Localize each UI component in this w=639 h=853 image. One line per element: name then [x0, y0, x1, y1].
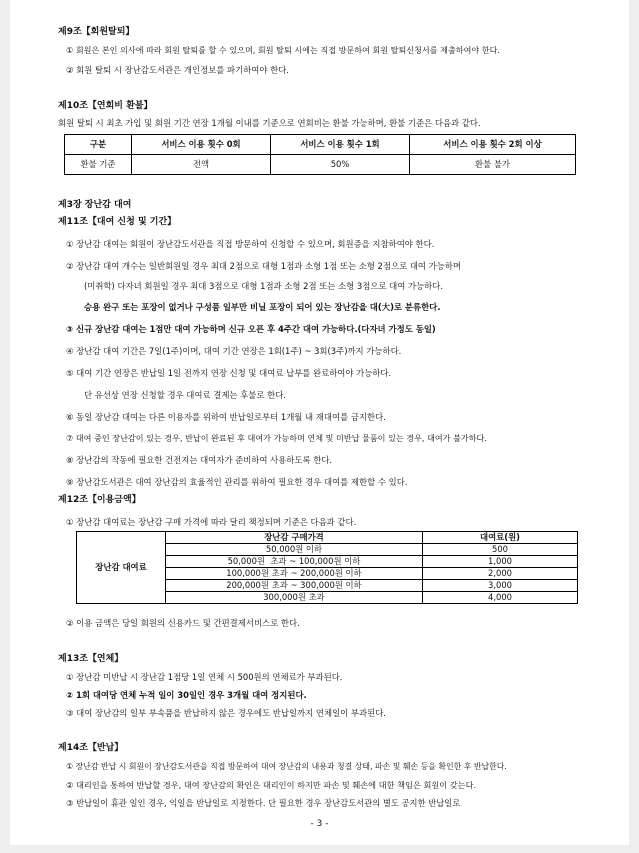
fee-value-1: 1,000	[423, 556, 578, 568]
art9-heading: 제9조【회원탈퇴】	[58, 27, 135, 37]
art13-heading: 제13조【연체】	[58, 654, 124, 664]
art11-line-5: ⑤ 대여 기간 연장은 반납일 1일 전까지 연장 신청 및 대여료 납부를 완료하여야 가능하다.	[66, 368, 392, 378]
art11-heading: 제11조【대여 신청 및 기간】	[58, 217, 177, 227]
art11-line-4: ④ 장난감 대여 기간은 7일(1주)이며, 대여 기간 연장은 1회(1주) ~ 3회(3주)까지 가능하다.	[66, 346, 402, 356]
refund-header-category: 구분	[65, 135, 132, 155]
art11-line-6: ⑥ 동일 장난감 대여는 다른 이용자를 위하여 반납일로부터 1개월 내 재대여를 금지한다.	[66, 412, 386, 422]
art10-heading: 제10조【연회비 환불】	[58, 101, 153, 111]
art11-line-9: ⑨ 장난감도서관은 대여 장난감의 효율적인 관리를 위하여 필요한 경우 대여를 제한할 수 있다.	[66, 477, 408, 487]
art14-line-2: ② 대리인을 통하여 반납할 경우, 대여 장난감의 확인은 대리인이 하지만 파손 및 훼손에 대한 책임은 회원이 갖는다.	[66, 780, 477, 790]
fee-value-2: 2,000	[423, 568, 578, 580]
fee-price-1: 50,000원 초과 ~ 100,000원 이하	[166, 556, 423, 568]
fee-price-2: 100,000원 초과 ~ 200,000원 이하	[166, 568, 423, 580]
art11-line-1: ① 장난감 대여는 회원이 장난감도서관을 직접 방문하여 신청할 수 있으며, 회원증을 지참하여야 한다.	[66, 239, 435, 249]
fee-row-header: 장난감 대여료	[77, 532, 166, 604]
fee-value-4: 4,000	[423, 592, 578, 604]
refund-value-1: 50%	[271, 155, 410, 175]
fee-value-0: 500	[423, 544, 578, 556]
fee-table	[76, 531, 578, 604]
art13-line-1: ① 장난감 미반납 시 장난감 1점당 1일 연체 시 500원의 연체료가 부과된다.	[66, 672, 343, 682]
art11-line-2b: (미취학) 다자녀 회원일 경우 최대 3점으로 대형 1점과 소형 2점 또는 소형 3점으로 대여 가능하다.	[84, 281, 444, 291]
fee-header-fee: 대여료(원)	[423, 532, 578, 544]
art13-line-3: ③ 대여 장난감의 일부 부속품을 반납하지 않은 경우에도 반납일까지 연체일이 부과된다.	[66, 708, 386, 718]
art14-line-3: ③ 반납일이 휴관 일인 경우, 익일을 반납일로 지정한다. 단 필요한 경우 장난감도서관의 별도 공지한 반납일로	[66, 798, 461, 808]
refund-header-2: 서비스 이용 횟수 2회 이상	[410, 135, 576, 155]
art9-line-1: ① 회원은 본인 의사에 따라 회원 탈퇴를 할 수 있으며, 회원 탈퇴 시에는 직접 방문하여 회원 탈퇴신청서를 제출하여야 한다.	[66, 45, 501, 55]
art12-line-2: ② 이용 금액은 당일 회원의 신용카드 및 간편결제서비스로 한다.	[66, 618, 300, 628]
chapter3-title: 제3장 장난감 대여	[58, 200, 132, 210]
refund-table	[64, 134, 576, 175]
fee-value-3: 3,000	[423, 580, 578, 592]
refund-header-1: 서비스 이용 횟수 1회	[271, 135, 410, 155]
art9-line-2: ② 회원 탈퇴 시 장난감도서관은 개인정보를 파기하여야 한다.	[66, 65, 289, 75]
fee-header-price: 장난감 구매가격	[166, 532, 423, 544]
art10-intro: 회원 탈퇴 시 최초 가입 및 회원 기간 연장 1개월 이내를 기준으로 연회비는 환불 가능하며, 환불 기준은 다음과 같다.	[58, 118, 481, 128]
art12-line-1: ① 장난감 대여료는 장난감 구매 가격에 따라 달리 책정되며 기준은 다음과 같다.	[66, 517, 357, 527]
fee-price-4: 300,000원 초과	[166, 592, 423, 604]
art11-line-2: ② 장난감 대여 개수는 일반회원일 경우 최대 2점으로 대형 1점과 소형 1점 또는 소형 2점으로 대여 가능하며	[66, 261, 462, 271]
refund-value-0: 전액	[132, 155, 271, 175]
art12-heading: 제12조【이용금액】	[58, 495, 141, 505]
art13-line-2: ② 1회 대여당 연체 누적 일이 30일인 경우 3개월 대여 정지된다.	[66, 690, 307, 700]
page-number: - 3 -	[310, 819, 329, 829]
fee-price-3: 200,000원 초과 ~ 300,000원 이하	[166, 580, 423, 592]
art11-line-3: ③ 신규 장난감 대여는 1점만 대여 가능하며 신규 오픈 후 4주간 대여 가능하다.(다자녀 가정도 동일)	[66, 324, 436, 334]
refund-row-label: 환불 기준	[65, 155, 132, 175]
art14-line-1: ① 장난감 반납 시 회원이 장난감도서관을 직접 방문하여 대여 장난감의 내용과 청결 상태, 파손 및 훼손 등을 확인한 후 반납한다.	[66, 762, 507, 771]
art11-line-8: ⑧ 장난감의 작동에 필요한 건전지는 대여자가 준비하여 사용하도록 한다.	[66, 455, 333, 465]
art11-line-5b: 단 유선상 연장 신청할 경우 대여료 결제는 후불로 한다.	[84, 390, 286, 400]
art14-heading: 제14조【반납】	[58, 743, 124, 753]
refund-header-0: 서비스 이용 횟수 0회	[132, 135, 271, 155]
art11-line-2c: 승용 완구 또는 포장이 없거나 구성품 일부만 비닐 포장이 되어 있는 장난감을 대(大)로 분류한다.	[84, 302, 441, 312]
art11-line-7: ⑦ 대여 중인 장난감이 있는 경우, 반납이 완료된 후 대여가 가능하며 연체 및 미반납 물품이 있는 경우, 대여가 불가하다.	[66, 433, 487, 443]
fee-price-0: 50,000원 이하	[166, 544, 423, 556]
refund-value-2: 환불 불가	[410, 155, 576, 175]
